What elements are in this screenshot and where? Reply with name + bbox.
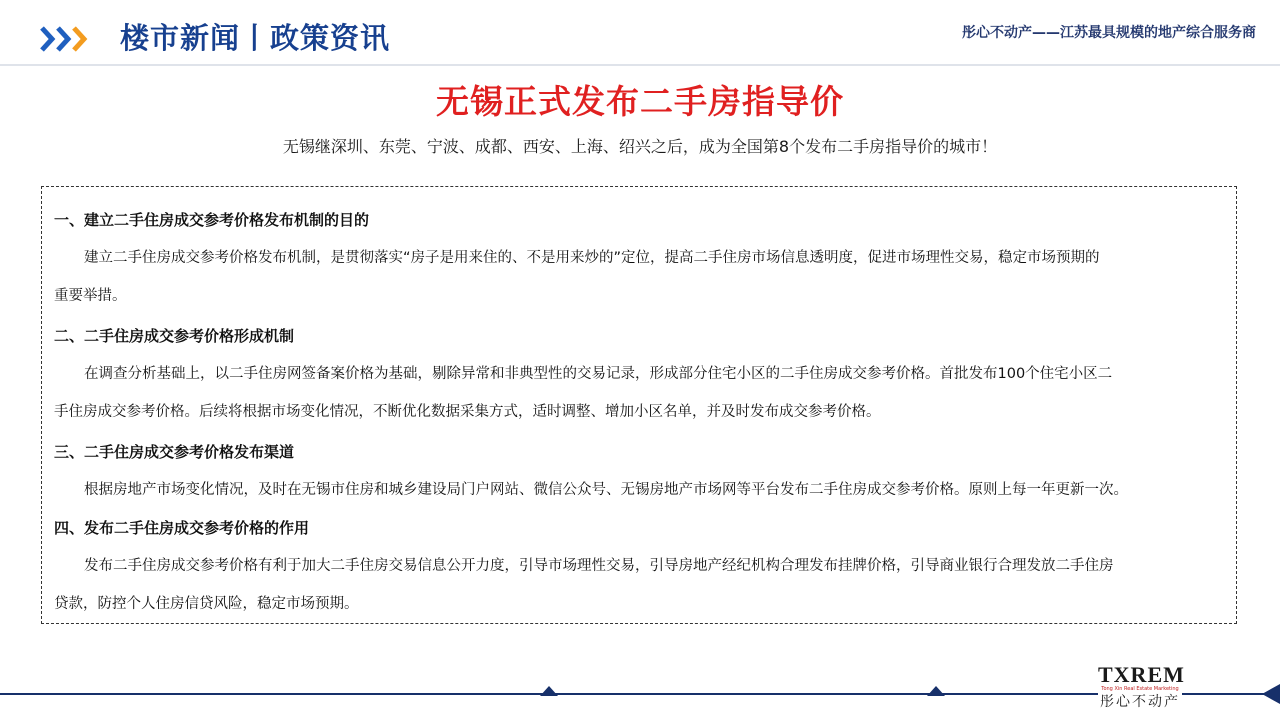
paragraph-line: 重要举措。 (54, 288, 127, 304)
section-paragraph-1 (54, 239, 1224, 315)
section-paragraph-2 (54, 355, 1224, 431)
article-subtitle: 无锡继深圳、东莞、宁波、成都、西安、上海、绍兴之后，成为全国第8个发布二手房指导价的城市！ (282, 137, 998, 156)
logo-chinese-name: 彤心不动产 (1100, 694, 1180, 710)
company-tagline: 彤心不动产——江苏最具规模的地产综合服务商 (962, 25, 1256, 41)
triangle-marker-icon (540, 686, 558, 696)
header-divider (0, 64, 1280, 66)
paragraph-line: 建立二手住房成交参考价格发布机制，是贯彻落实“房子是用来住的、不是用来炒的”定位，提高二手住房市场信息透明度，促进市场理性交易，稳定市场预期的 (84, 250, 1100, 266)
page-title: 楼市新闻丨政策资讯 (120, 21, 391, 55)
section-paragraph-3 (54, 471, 1224, 509)
policy-content-box (41, 186, 1237, 624)
paragraph-line: 发布二手住房成交参考价格有利于加大二手住房交易信息公开力度，引导市场理性交易，引导房地产经纪机构合理发布挂牌价格，引导商业银行合理发放二手住房 (84, 558, 1114, 574)
paragraph-line: 手住房成交参考价格。后续将根据市场变化情况，不断优化数据采集方式，适时调整、增加小区名单，并及时发布成交参考价格。 (54, 404, 881, 420)
section-heading-3: 三、二手住房成交参考价格发布渠道 (54, 443, 295, 461)
section-heading-1: 一、建立二手住房成交参考价格发布机制的目的 (54, 211, 370, 229)
section-heading-4: 四、发布二手住房成交参考价格的作用 (54, 519, 310, 537)
paragraph-line: 贷款，防控个人住房信贷风险，稳定市场预期。 (54, 596, 359, 612)
header-bar (0, 0, 1280, 72)
section-paragraph-4 (54, 547, 1224, 623)
section-heading-2: 二、二手住房成交参考价格形成机制 (54, 327, 295, 345)
paragraph-line: 在调查分析基础上，以二手住房网签备案价格为基础，剔除异常和非典型性的交易记录，形成部分住宅小区的二手住房成交参考价格。首批发布100个住宅小区二 (84, 366, 1113, 382)
chevron-arrows-icon (40, 24, 98, 54)
triangle-marker-icon (1262, 684, 1280, 704)
logo-brand: TXREM (1098, 662, 1185, 687)
article-title: 无锡正式发布二手房指导价 (436, 82, 844, 121)
paragraph-line: 根据房地产市场变化情况，及时在无锡市住房和城乡建设局门户网站、微信公众号、无锡房地产市场网等平台发布二手住房成交参考价格。原则上每一年更新一次。 (84, 482, 1128, 498)
triangle-marker-icon (927, 686, 945, 696)
footer-divider (0, 693, 1280, 695)
logo-subtitle: Tong Xin Real Estate Marketing (1101, 686, 1179, 692)
company-logo (1098, 662, 1185, 711)
